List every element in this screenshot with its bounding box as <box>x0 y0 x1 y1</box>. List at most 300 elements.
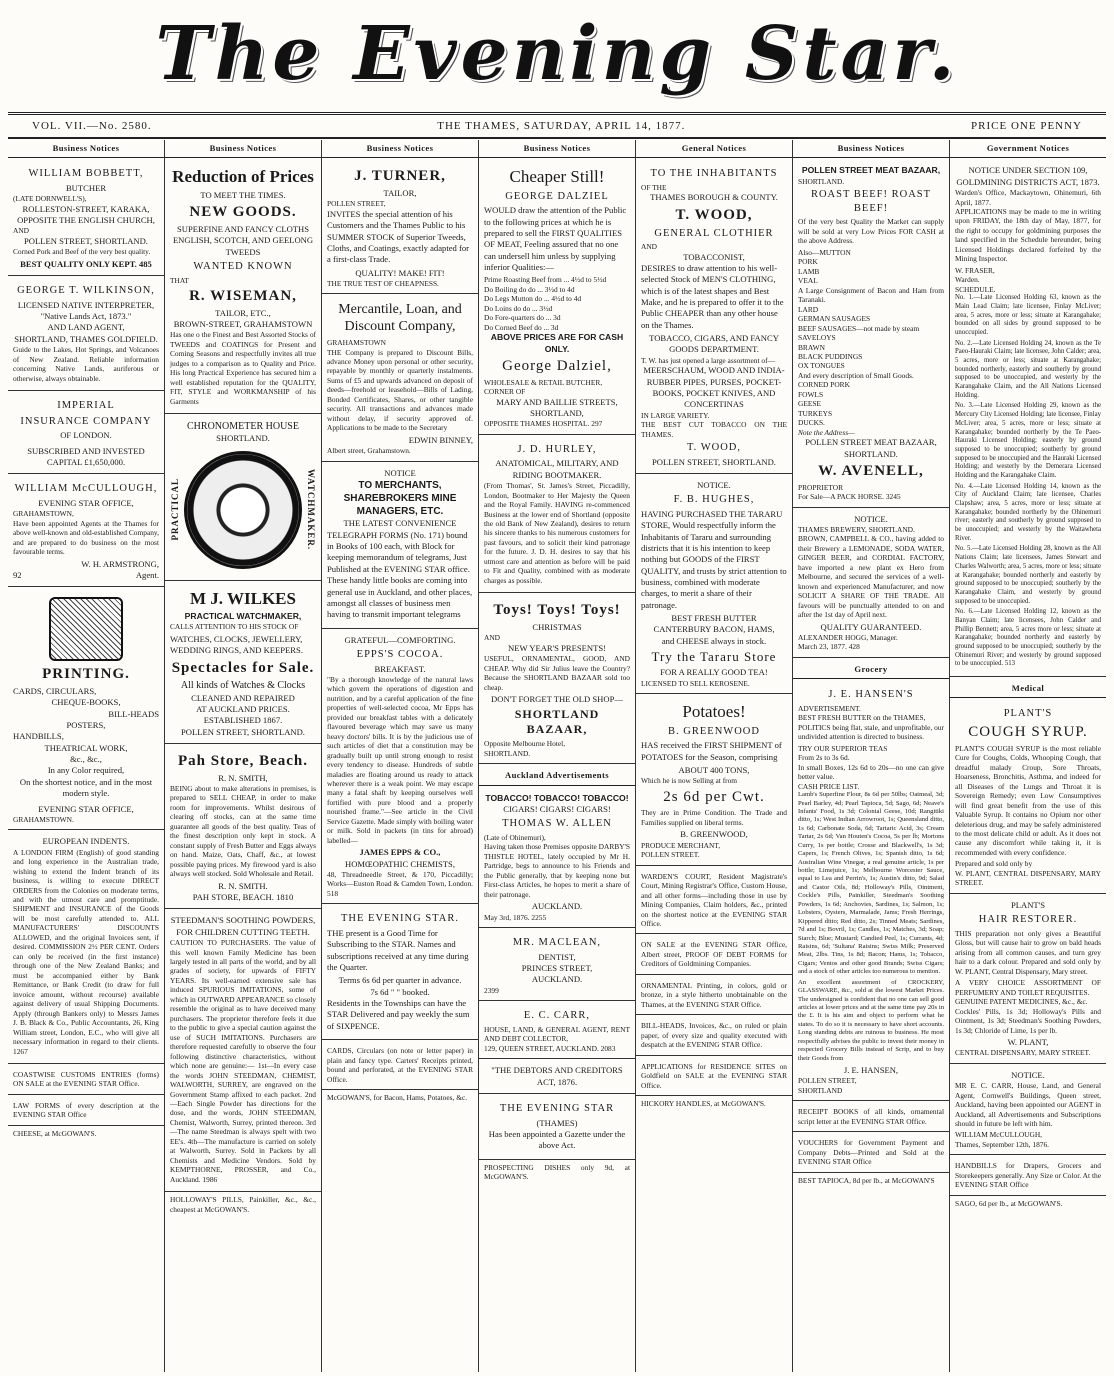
ad-motto: THE TRUE TEST OF CHEAPNESS. <box>327 278 439 288</box>
ad-name: J. E. HANSEN'S <box>828 689 914 701</box>
ad-thames-brewery <box>793 511 949 658</box>
ad-line: LICENSED TO SELL KEROSENE. <box>641 678 750 688</box>
ad-title: COUGH SYRUP. <box>968 724 1088 741</box>
ad-gazette <box>479 1097 635 1160</box>
crest-illustration <box>49 597 123 661</box>
ad-vouchers: VOUCHERS for Government Payment and Company Debts—Printed and Sold at the EVENING STAR Office <box>793 1135 949 1172</box>
ad-line: ESTABLISHED 1867. <box>203 715 283 726</box>
ad-vertical-text: WATCHMAKER. <box>306 469 316 551</box>
ad-signature: B. GREENWOOD, <box>680 829 748 840</box>
ad-sago: SAGO, 6d per lb., at McGOWAN'S. <box>955 1198 1063 1208</box>
column-6 <box>793 140 950 1372</box>
ad-line: CLEANED AND REPAIRED <box>191 692 295 703</box>
ad-title: EPPS'S COCOA. <box>356 648 444 660</box>
ad-onsale: ON SALE at the EVENING STAR Office, Albert street, PROOF OF DEBT FORMS for Creditors of Goldmining Companies. <box>636 937 792 974</box>
ad-name: B. GREENWOOD <box>668 725 760 737</box>
ad-title: Mercantile, Loan, and Discount Company, <box>338 302 462 335</box>
ad-hair-restorer <box>950 897 1106 1064</box>
ad-line: TO THE INHABITANTS <box>650 168 778 180</box>
ad-name: SHORTLAND BAZAAR, <box>514 707 600 737</box>
ad-line: CORNER OF <box>484 387 526 397</box>
ad-address: SHORTLAND. <box>484 748 531 758</box>
ad-title: Spectacles for Sale. <box>171 659 315 676</box>
ad-signature: ALEXANDER HOGG, Manager. <box>798 632 898 642</box>
ad-line: In small Boxes, 12s 6d to 20s—no one can give better value. <box>798 762 944 782</box>
goods-item: FOWLS <box>798 389 824 399</box>
ad-debtors-act <box>479 1062 635 1094</box>
ad-line: LICENSED NATIVE INTERPRETER, <box>17 299 155 310</box>
ad-name: WILLIAM McCULLOUGH, <box>14 483 158 495</box>
ad-line: GENUINE PATENT MEDICINES, &c., &c. <box>955 997 1088 1007</box>
ad-line: SHORTLAND, THAMES GOLDFIELD. <box>14 333 158 344</box>
ad-badge: QUALITY! <box>355 267 397 278</box>
ad-body: THE present is a Good Time for Subscribing to the STAR. Names and subscriptions received at any time during the Quarter. <box>327 928 469 973</box>
goods-item: CORNED PORK <box>798 380 850 390</box>
ad-body: BEING about to make alterations in premises, is prepared to SELL CHEAP, in order to make room for improvements. Whilst desirous of clearing off stocks, can at the same time guarantee all goods of the best quality. Teas of the finest description only kept in stock. A constant supply of Fresh Butter and Eggs always on hand. Maize, Oats, Chaff, &c., at lowest possible paying prices. My firewood yard is also always well stocked. Sold Wholesale and Retail. <box>170 783 316 879</box>
ad-body: Have been appointed Agents at the Thames for above well-known and old-established Company, and are prepared to do business on the most favourable terms. <box>13 518 159 557</box>
price-row: Do Corned Beef do ... 3d <box>484 322 559 332</box>
goods-item: GERMAN SAUSAGES <box>798 314 871 324</box>
ad-maclean <box>479 931 635 1001</box>
ad-body: And every description of Small Goods. <box>798 370 914 380</box>
ad-title: Potatoes! <box>682 702 746 722</box>
ad-applications: APPLICATIONS for RESIDENCE SITES on Goldfield on SALE at the EVENING STAR Office. <box>636 1059 792 1096</box>
ad-chronometer-house <box>165 417 321 581</box>
ad-body: (From Thomas', St. James's Street, Piccadilly, London, Bootmaker to Her Majesty the Queen and the Royal Family. HAVING re-commenced Business at the lower end of Shortland (opposite the old Bank of New Zealand), desires to return his sincere thanks to his numerous customers for past favours, and to solicit their kind patronage for the future. J. D. H. desires to say that his utmost care and attention as before will be paid to Fit and Quality, combined with as moderate charges as possible. <box>484 481 630 585</box>
ad-line: For Sale—A PACK HORSE. 3245 <box>798 492 901 502</box>
ad-title: NOTICE. <box>1011 1069 1045 1080</box>
ad-body: Residents in the Townships can have the STAR Delivered and pay weekly the sum of SIXPENCE. <box>327 998 470 1031</box>
ad-body: WOULD draw the attention of the Public to the following prices at which he is prepared to sell the FIRST QUALITIES OF MEAT, Feeling assured that no one can undersell him unless by supplying inferior Qualities:— <box>484 205 627 273</box>
ad-line: NEW YEAR'S PRESENTS! <box>508 642 606 653</box>
ad-cheese: CHEESE, at McGOWAN'S. <box>13 1128 97 1138</box>
ad-signature: W. PLANT, <box>1007 1036 1049 1047</box>
ad-body: CAUTION TO PURCHASERS. The value of this well known Family Medicine has been largely tested in all parts of the world, and by all grades of society, for upwards of FIFTY YEARS. Its well-earned extensive sale has induced SPURIOUS IMITATIONS, some of which in OUTWARD APPEARANCE so closely resemble the original as to have deceived many purchasers. The proprietor therefore feels it due to the public to give a special caution against the use of SUCH IMITATIONS. Purchasers are therefore requested carefully to observe the four following distinctive characteristics, without which none are genuine:— 1st—In every case the words JOHN STEEDMAN, CHEMIST, WALWORTH, SURREY, are engraved on the Government Stamp affixed to each packet. 2nd—Each Single Powder has directions for the dose, and the words, JOHN STEEDMAN, Chemist, Walworth, Surrey, printed thereon. 3rd—The name Steedman is always spelt with two EE's. 4th—The manufacture is carried on solely at Walworth, Surrey. Sold in Packets by all Chemists and Medicine Vendors. Sold by KEMPTHORNE, PROSSER, and Co., Auckland. 1986 <box>170 938 316 1184</box>
ad-line: All kinds of Watches & Clocks <box>180 680 306 692</box>
ad-badge: MAKE! <box>398 267 427 278</box>
ad-line: CARDS, CIRCULARS, <box>13 686 97 697</box>
column-7 <box>950 140 1106 1372</box>
ad-title: NOTICE. <box>697 479 731 490</box>
ad-title: NOTICE. <box>854 513 888 524</box>
ad-body: WATCHES, CLOCKS, JEWELLERY, WEDDING RINGS, AND KEEPERS. <box>170 633 303 656</box>
ad-sub: (LATE DORNWELL'S), <box>13 194 87 204</box>
ad-line: CHEQUE-BOOKS, <box>51 697 121 708</box>
ad-line: SHORTLAND. <box>216 433 270 444</box>
goods-item: PORK <box>798 257 818 267</box>
ad-address: CENTRAL DISPENSARY, MARY STREET. <box>955 1048 1091 1058</box>
ad-address: SHORTLAND, <box>530 407 584 418</box>
ad-handbills: HANDBILLS for Drapers, Grocers and Storekeepers generally. Any Size or Color. At the EVENING STAR Office <box>950 1158 1106 1195</box>
ad-line: Terms 6s 6d per quarter in advance. <box>338 975 462 986</box>
ad-line: GRAHAMSTOWN <box>327 338 386 348</box>
ad-line: AND <box>484 633 501 643</box>
ad-body: PLANT'S COUGH SYRUP is the most reliable Cure for Coughs, Colds, Whooping Cough, that dreadful malady Croup, Sore Throats, Hoarseness, Bronchitis, Asthma, and indeed for all Diseases of the Lungs and Throat it is Sovereign Remedy; even Low Consumptives will find great benefit from the use of this Valuable Syrup. It contains no Opium nor other deleterious drug, and may be safely administered to the most delicate child or adult. As it does not cause any discomfort while taking it, it is recommended with every confidence. <box>955 743 1101 857</box>
newspaper-title: The Evening Star. <box>155 11 959 97</box>
ad-bobbett <box>8 162 164 276</box>
ad-number: 2399 <box>484 985 499 995</box>
masthead <box>0 0 1114 110</box>
ad-trade: WHOLESALE & RETAIL BUTCHER, <box>484 377 603 387</box>
ad-line: EVENING STAR OFFICE, <box>38 497 134 508</box>
ad-body: A LONDON FIRM (English) of good standing and long experience in the Australian trade, wishing to extend the Indent branch of its business, is willing to execute DIRECT ORDERS from the Colonies on moderate terms, and with the utmost care and promptitude. SHIPMENT and INSURANCE of the Goods will be most carefully attended to. ALL MANUFACTURERS' DISCOUNTS ALLOWED, and the original Invoices sent, if desired. COMMISSION 2½ PER CENT. Orders can only be received (in the first instance) through one of the New Zealand Banks; and must be accompanied either by Bank Remittance, or Bank Credit (to draw for full invoice amount, without recourse) available against delivery of usual Shipping Documents. Apply (through Bankers only) to Messrs James J. B. Black & Co., Public Accountants, 26, King William street, London, E.C., who will give all necessary information in regard to their clients. 1267 <box>13 847 159 1056</box>
ad-signature: W. H. ARMSTRONG, <box>81 558 159 569</box>
ad-line: BREAKFAST. <box>374 663 426 674</box>
ad-signature: T. WOOD, <box>687 442 741 453</box>
ad-title: PRINTING. <box>42 666 130 683</box>
ad-name: JAMES EPPS & CO., <box>359 847 441 858</box>
section-heading: Grocery <box>793 661 949 679</box>
ad-body: A Large Consignment of Bacon and Ham from Taranaki. <box>798 285 944 305</box>
ad-title: Cheaper Still! <box>509 167 605 187</box>
ad-warden: WARDEN'S COURT, Resident Magistrate's Court, Mining Registrar's Office, Custom House, and all other forms—including those in use by Mining Companies, Claim holders, &c., printed on the shortest notice at the EVENING STAR Office. <box>636 869 792 935</box>
ad-name: E. C. CARR, <box>523 1010 591 1022</box>
ad-body: Has one o the Finest and Best Assorted Stocks of TWEEDS and COATINGS for Present and Coming Seasons and respectfully invites all true judges to a comparison as to Quality and Price. His long Practical Experience has secured him a well established reputation for the QUALITY, FIT, STYLE and WORKMANSHIP of his Garments <box>170 330 316 406</box>
ad-line: CASH PRICE LIST. <box>798 781 860 791</box>
ad-line: CHRISTMAS <box>532 622 582 633</box>
ad-line: On the shortest notice, and in the most <box>19 776 153 787</box>
ad-cough-syrup <box>950 702 1106 893</box>
ad-name: R. N. SMITH, <box>218 772 268 783</box>
section-heading: Business Notices <box>793 140 949 158</box>
ad-address: Albert street, Grahamstown. <box>327 446 411 456</box>
clock-icon <box>184 451 302 569</box>
ad-body: Corned Pork and Beef of the very best quality. <box>13 247 151 257</box>
goods-item: BEEF SAUSAGES—not made by steam <box>798 323 920 333</box>
ad-trade: TOBACCONIST, <box>683 251 745 262</box>
ad-line: THE LATEST CONVENIENCE <box>343 518 457 529</box>
ad-body: "By a thorough knowledge of the natural laws which govern the operations of digestion and nutrition, and by a careful application of the fine properties of well-selected cocoa, Mr Epps has provided our breakfast tables with a delicately flavoured beverage which may save us many heavy doctors' bills. It is by the judicious use of such articles of diet that a constitution may be gradually built up until strong enough to resist every tendency to disease. Hundreds of subtle maladies are floating around us ready to attack wherever there is a weak point. We may escape many a fatal shaft by keeping ourselves well fortified with pure blood and a properly nourished frame."—See article in the Civil Service Gazette. Made simply with boiling water or milk. Sold in packets (in tins for abroad) labelled— <box>327 674 473 845</box>
ad-role: Warden. <box>955 275 980 285</box>
ad-address: POLLEN STREET, <box>798 1076 857 1086</box>
ad-allen-tobacco <box>479 790 635 928</box>
ad-address: AUCKLAND. <box>531 901 583 912</box>
ad-body: An excellent assortment of CROCKERY, GLASSWARE, &c., sold at the lowest Market Prices. The undersigned is confident that no one can sell good articles at lower prices and at the same time pay 20s in the £. It is his aim and object to perform what he states. To do so it is necessary to have short accounts. Long standing debts are ruinous to business. He most respectfully advises the public to invest their money in respected Grocery Bills instead of Scrip, and to buy their Goods from <box>798 978 944 1062</box>
goods-item: SAVELOYS <box>798 333 836 343</box>
ad-title: HAIR RESTORER. <box>978 914 1078 926</box>
ad-title: "THE DEBTORS AND CREDITORS <box>491 1065 623 1076</box>
ad-line: POLLEN STREET, SHORTLAND. <box>181 726 305 737</box>
ad-line: OF LONDON. <box>60 430 112 441</box>
ad-body: MR E. C. CARR, House, Land, and General Agent, Cornwell's Buildings, Queen street, Auckland, having been appointed our AGENT in Auckland, all Advertisements and Subscriptions should in future be left with him. <box>955 1081 1101 1128</box>
ad-vertical-text: PRACTICAL <box>170 478 180 541</box>
ad-turner <box>322 162 478 294</box>
ad-line: A VERY CHOICE ASSORTMENT OF PERFUMERY AND TOILET REQUISITES. <box>955 978 1101 997</box>
ad-evening-star <box>322 907 478 1040</box>
ad-line: TO MEET THE TIMES. <box>200 189 286 200</box>
ad-wilkinson <box>8 279 164 391</box>
ad-mercantile <box>322 297 478 461</box>
ad-role: PROPRIETOR <box>798 482 844 492</box>
ad-body: HAS received the FIRST SHIPMENT of POTATOES for the Season, comprising <box>641 740 782 762</box>
ad-hughes <box>636 477 792 694</box>
ad-line: GRAHAMSTOWN. <box>13 814 74 824</box>
ad-wilkes <box>165 584 321 744</box>
ad-address: 129, QUEEN STREET, AUCKLAND. 2083 <box>484 1043 616 1053</box>
ad-imperial-insurance <box>8 394 164 474</box>
column-3 <box>322 140 479 1372</box>
ad-title: NEW GOODS. <box>189 204 297 221</box>
ad-name: W. AVENELL, <box>818 462 924 479</box>
ad-line: In any Color required, <box>47 765 125 776</box>
ad-tagline: BEST QUALITY ONLY KEPT. 485 <box>20 258 152 269</box>
ad-line: ROAST BEEF! ROAST BEEF! <box>810 189 932 214</box>
ad-title: Toys! Toys! Toys! <box>493 602 621 619</box>
ad-line: THAMES BREWERY, SHORTLAND. <box>798 524 915 534</box>
ad-receipt-books: RECEIPT BOOKS of all kinds, ornamental script letter at the EVENING STAR Office. <box>793 1104 949 1132</box>
ad-name: J. TURNER, <box>354 168 446 185</box>
ad-goldmining-notice <box>950 162 1106 677</box>
ad-badge: FIT! <box>428 267 445 278</box>
ad-line: DON'T FORGET THE OLD SHOP— <box>491 694 623 705</box>
dateline <box>8 112 1106 139</box>
ad-body: BROWN, CAMPBELL & CO., having added to their Brewery a LEMONADE, SODA WATER, GINGER BEER, and CORDIAL FACTORY, have imported a new plant ex Hero from Melbourne, and secured the services of a well-known and experienced Manufacturer, and now SOLICIT A SHARE OF THE TRADE. All favours will be punctually attended to on and after the 1st day of April next. <box>798 534 944 620</box>
ad-title: THE EVENING STAR <box>499 1102 615 1114</box>
ad-body: Guide to the Lakes, Hot Springs, and Volcanoes of New Zealand. Reliable information concerning Native Lands, auriferous or otherwise, always obtainable. <box>13 345 159 383</box>
ad-line: modern style. <box>62 788 110 799</box>
ad-address: BROWN-STREET, GRAHAMSTOWN <box>173 319 313 330</box>
ad-signature: W. FRASER, <box>955 265 995 275</box>
ad-line: Which he is now Selling at from <box>641 776 738 786</box>
ad-line: AND <box>641 242 658 252</box>
ad-ornamental: ORNAMENTAL Printing, in colors, gold or bronze, in a style hitherto unobtainable on the Thames, at the EVENING STAR Office. <box>636 978 792 1015</box>
ad-address: SHORTLAND. <box>798 176 845 186</box>
ad-hansen <box>793 683 949 1101</box>
ad-line: TOBACCO, CIGARS, AND FANCY GOODS DEPARTMENT. <box>649 333 779 355</box>
ad-name: M J. WILKES <box>190 588 296 608</box>
ad-trade: TAILOR, <box>383 188 417 199</box>
ad-address: POLLEN STREET, <box>327 199 386 209</box>
ad-name: GEORGE DALZIEL <box>505 190 609 202</box>
ad-signature: R. N. SMITH. <box>218 880 268 891</box>
ad-line: OF THE <box>641 182 667 192</box>
ad-epps-cocoa <box>322 632 478 905</box>
ad-body: APPLICATIONS may be made to me in writing upon FRIDAY, the 18th day of May, 1877, for the right to occupy for goldmining purposes the land specified in the Schedule hereunder, being Licensed Holdings declared forfeited by the Mining Inspector. <box>955 206 1101 264</box>
ad-name: J. D. HURLEY, <box>517 443 597 455</box>
ad-title: Reduction of Prices <box>172 167 314 187</box>
ad-line: &c., &c., <box>70 754 102 765</box>
price-row: Do Loins do do ... 3½d <box>484 303 553 313</box>
goods-item: OX TONGUES <box>798 361 845 371</box>
ad-signature: J. E. HANSEN, <box>843 1065 899 1076</box>
ad-line: GRATEFUL—COMFORTING. <box>344 634 456 645</box>
issue-date: THE THAMES, SATURDAY, APRIL 14, 1877. <box>437 120 686 132</box>
ad-body: HOUSE, LAND, & GENERAL AGENT, RENT AND DEBT COLLECTOR, <box>484 1024 630 1044</box>
ad-trade: ANATOMICAL, MILITARY, AND RIDING BOOTMAKER. <box>495 458 619 480</box>
goods-item: VEAL <box>798 276 818 286</box>
ad-line: Note the Address— <box>798 427 855 437</box>
ad-title: PLANT'S <box>1010 899 1046 910</box>
ad-line: THE BEST CUT TOBACCO ON THE THAMES. <box>641 420 787 439</box>
ad-address: Opposite Melbourne Hotel, <box>484 739 566 749</box>
ad-line: SUBSCRIBED AND INVESTED <box>27 445 145 456</box>
ad-name: MR. MACLEAN, <box>512 937 602 949</box>
ad-meat-bazaar <box>793 162 949 507</box>
ad-line: (Late of Ohinemuri), <box>484 833 546 842</box>
column-4 <box>479 140 636 1372</box>
ad-line: CAPITAL £1,650,000. <box>46 456 126 467</box>
ad-toys <box>479 596 635 764</box>
ad-number: 92 <box>13 569 22 580</box>
ad-title: Try the Tararu Store <box>651 649 777 665</box>
column-1 <box>8 140 165 1372</box>
ad-body: Cockles' Pills, 1s 3d; Holloway's Pills and Ointment, 1s 3d; Steedman's Soothing Powders, 1s 3d; Chloride of Lime, 1s per lb. <box>955 1006 1101 1035</box>
ad-line: ADVERTISEMENT. <box>798 703 861 713</box>
ad-line: From 2s to 3s 6d. <box>798 753 850 763</box>
ad-mcgowan: McGOWAN'S, for Bacon, Hams, Potatoes, &c. <box>327 1093 468 1102</box>
ad-signature: WILLIAM McCULLOUGH, <box>955 1130 1043 1140</box>
ad-trade: TAILOR, ETC., <box>215 307 271 318</box>
ad-pah-store <box>165 747 321 909</box>
ad-title: TO MERCHANTS, SHAREBROKERS MINE MANAGERS, ETC. <box>343 479 457 518</box>
goods-item: DUCKS. <box>798 418 825 428</box>
ad-line: "Native Lands Act, 1873." <box>40 311 132 322</box>
ad-conjunction: AND <box>13 226 30 236</box>
column-5 <box>636 140 793 1372</box>
schedule-item: No. 2.—Late Licensed Holding 24, known as the Te Paeo-Hauraki Claim; late licensee, John Calder; area, 5 acres, more or less; situate at Karangahake; bounded northerly, easterly and southerly by ground supposed to be unoccupied, and westerly by the Karangahake Claim, and the All Nations Licensed Holding. <box>955 339 1101 399</box>
section-heading: Auckland Advertisements <box>479 767 635 785</box>
ad-greenwood <box>636 697 792 866</box>
ad-body: TELEGRAPH FORMS (No. 171) bound in Books of 100 each, with Block for keeping memorandum of telegrams, Just Published at the EVENING STAR office. These handy little books are coming into general use in Auckland, and other places, amongst all classes of business men having to transmit important telegrams <box>327 529 473 620</box>
ad-title: POLLEN STREET MEAT BAZAAR, <box>801 165 941 176</box>
ad-address: MARY AND BAILLIE STREETS, <box>496 396 618 407</box>
schedule-item: No. 5.—Late Licensed Holding 28, known as the All Nations Claim; late licensees, James Stewart and Charles Walworth; area, 5 acres, more or less; situate at Karangahake; bounded northerly and easterly by ground supposed to be unoccupied; southerly by the Karangahake Claim, and westerly by ground supposed to be unoccupied. <box>955 545 1101 605</box>
ad-address: AUCKLAND. <box>531 974 583 985</box>
ad-name: George Dalziel, <box>502 357 612 374</box>
ad-body: DESIRES to draw attention to his well-selected Stock of MEN'S CLOTHING, which is of the latest shapes and Best Make, and he is prepared to offer it to the Public CHEAPER than any other house on the Thames. <box>641 263 784 330</box>
goods-item: Also—MUTTON <box>798 247 851 257</box>
ad-role: Agent. <box>135 569 159 580</box>
ad-title: STEEDMAN'S SOOTHING POWDERS, FOR CHILDREN CUTTING TEETH. <box>170 915 316 937</box>
section-heading: Business Notices <box>479 140 635 158</box>
schedule-item: No. 3.—Late Licensed Holding 29, known as the Mercury City Licensed Holding; late licensee, Finlay McLiver; area, 5 acres, more or less; situate at Karangahake; bounded northerly by the Te Paeo-Hauraki Licensed Holding; easterly by ground supposed to be unoccupied; southerly by ground supposed to be unoccupied and the Hauraki Licensed Holding; and westerly by the Demerara Licensed Holding and the Karangahake Claim. <box>955 402 1101 479</box>
ad-name: R. WISEMAN, <box>189 287 297 304</box>
ad-european-indents <box>8 833 164 1064</box>
ad-address: PAH STORE, BEACH. 1810 <box>192 892 294 903</box>
ad-line: CIGARS! CIGARS! CIGARS! <box>503 804 611 815</box>
ad-line: EVENING STAR OFFICE, <box>38 803 134 814</box>
schedule-item: No. 1.—Late Licensed Holding 63, known as the Main Lead Claim; late licensee, Finlay McLiver; area, 5 acres, more or less; situate at Karangahake; bounded on all sides by ground supposed to be unoccupied. <box>955 294 1101 336</box>
ad-title: NOTICE <box>384 467 416 478</box>
section-heading: General Notices <box>636 140 792 158</box>
ad-steedman <box>165 912 321 1192</box>
goods-item: LAMB <box>798 266 820 276</box>
ad-line: GRAHAMSTOWN, <box>13 509 74 519</box>
ad-trade: BUTCHER <box>65 182 107 193</box>
ad-line: BEST FRESH BUTTER <box>671 613 757 624</box>
ad-date: May 3rd, 1876. 2255 <box>484 912 547 922</box>
ad-title: THE EVENING STAR. <box>341 913 459 925</box>
ad-telegraph-notice <box>322 465 478 629</box>
ad-address: OPPOSITE THE ENGLISH CHURCH, <box>17 215 155 226</box>
ad-name: THOMAS W. ALLEN <box>502 818 612 830</box>
ad-line: ABOUT 400 TONS, <box>678 764 750 775</box>
ad-address: POLLEN STREET MEAT BAZAAR, SHORTLAND. <box>805 437 937 459</box>
ad-title: NOTICE UNDER SECTION 109, GOLDMINING DISTRICTS ACT, 1873. <box>956 165 1100 187</box>
ad-trade: GENERAL CLOTHIER <box>654 227 774 239</box>
goods-item: GEESE <box>798 399 821 409</box>
ad-line: IN LARGE VARIETY. <box>641 410 710 420</box>
ad-name: T. WOOD, <box>675 206 753 223</box>
ad-name: GEORGE T. WILKINSON, <box>17 285 155 297</box>
section-heading: Medical <box>950 680 1106 698</box>
columns <box>8 140 1106 1372</box>
ad-carr <box>479 1004 635 1059</box>
ad-body: Having taken those Premises opposite DARBY'S THISTLE HOTEL, lately occupied by Mr H. Partridge, begs to announce to his Friends and the Public generally, that by keeping none but First-class Articles, he hopes to merit a share of their patronage. <box>484 842 630 899</box>
price-row: Do Boiling do do ... 3½d to 4d <box>484 284 575 294</box>
ad-hurley <box>479 438 635 593</box>
ad-wiseman <box>165 162 321 414</box>
ad-signature: EDWIN BINNEY, <box>408 434 473 445</box>
ad-trade: PRACTICAL WATCHMAKER, <box>184 611 302 622</box>
schedule-item: No. 4.—Late Licensed Holding 14, known as the City of Auckland Claim; late licensee, Charles Clapshaw; area, 5 acres, more or less; situate at Karangahake; bounded northerly by the Ohinemuri river; easterly and southerly by ground supposed to be unoccupied; and westerly by the Waitawheta River. <box>955 482 1101 542</box>
price-row: Prime Roasting Beef from ... 4½d to 5½d <box>484 275 607 285</box>
price-row: Do Fore-quarters do ... 3d <box>484 313 561 323</box>
ad-trade: DENTIST, <box>538 951 576 962</box>
price-row: Do Legs Mutton do ... 4½d to 4d <box>484 294 582 304</box>
ad-address: POLLEN STREET. <box>641 850 700 860</box>
ad-line: AT AUCKLAND PRICES. <box>196 703 290 714</box>
ad-printing <box>8 590 164 830</box>
ad-body: They are in Prime Condition. The Trade and Families supplied on liberal terms. <box>641 808 787 827</box>
ad-line: THEATRICAL WORK, <box>44 742 128 753</box>
ad-title: Pah Store, Beach. <box>177 752 309 769</box>
ad-dalziel <box>479 162 635 434</box>
ad-notice: ABOVE PRICES ARE FOR CASH ONLY. <box>490 332 624 354</box>
ad-name: WILLIAM BOBBETT, <box>28 168 144 180</box>
ad-address: SHORTLAND <box>798 1085 843 1095</box>
ad-title: PLANT'S <box>1003 708 1053 720</box>
ad-tapioca: BEST TAPIOCA, 8d per lb., at McGOWAN'S <box>798 1175 935 1185</box>
ad-line: POSTERS, <box>66 720 106 731</box>
goods-item: BRAWN <box>798 342 825 352</box>
ad-address: PRINCES STREET, <box>521 963 593 974</box>
ad-line: HOMŒOPATHIC CHEMISTS, <box>345 858 455 869</box>
ad-line: Warden's Office, Mackaytown, Ohinemuri, 6th April, 1877. <box>955 188 1101 207</box>
ad-line: and CHEESE always in stock. <box>661 635 767 646</box>
schedule-item: No. 6.—Late Licensed Holding 12, known as the Banyan Claim; late licensees, John Calder and Phillip Bennett; area, 5 acres more or less; situate at Karangahake; bounded northerly and easterly by ground supposed to be unoccupied; southerly by the Ohinemuri River; and westerly by ground supposed to be unoccupied. 513 <box>955 608 1101 668</box>
ad-billheads: BILL-HEADS, Invoices, &c., on ruled or plain paper, of every size and quality executed with despatch at the EVENING STAR Office. <box>636 1018 792 1055</box>
column-2 <box>165 140 322 1372</box>
ad-line: THAMES BOROUGH & COUNTY. <box>650 192 778 203</box>
ad-line: (THAMES) <box>536 1117 578 1128</box>
ad-line: AND LAND AGENT, <box>47 322 125 333</box>
ad-body: HAVING PURCHASED THE TARARU STORE, Would respectfully inform the Inhabitants of Tararu and surrounding districts that it is his intention to keep nothing but GOODS of the FIRST QUALITY, and trusts by strict attention to business, combined with moderate charges, to merit a share of their patronage. <box>641 508 787 610</box>
ad-line: 7s 6d " " booked. <box>370 986 430 997</box>
price-list: Lamb's Superfine Flour, 8s 6d per 50lbs; Oatmeal, 3d; Pearl Barley, 4d; Pearl Tapioca, 5d; Sago, 6d; Neave's Infants' Food, 1s 3d; Colonial Geese, 10d; Rangitiki ditto, 1s; West Indian Arrowroot, 1s; Queensland ditto, 1s 6d; Carbonate Soda, 6d; Tartaric Acid, 3s; Cream Tartar, 2s 6d; Van Houten's Cocoa, 5s per lb; Mortons Curry, 1s per bottle; Crosse and Blackwell's, 1s 3d; Capers, 1s; French Olives, 1s; Spanish ditto, 1s 6d; Australian Wine Vinegar, a real genuine article, 1s per bottle; Limejuice, 1s; Melbourne Worcester Sauce, equal to Lea and Perrin's, 1s; Austin's ditto, 9d; Salad and Castor Oils, 8d; Holloway's Pills, Ointment, Cockle's Pills, Painkiller, Steedman's Soothing Powders, 1s 6d; Anchovies, Sardines, 1s; Salmon, 1s; Lobsters, Oysters, Marmalade, Jams; Fresh Herrings, Kippered ditto; Red ditto, 2s; Tinned Meats; Sardines, 7d and 1s; Bovril, 1s; Candles, 1s; Matches, 3d; Soap; Starch; Blue; Mustard; Candied Peel, 1s; Currants, 4d; Raisins, 6d; 'Sultana' Raisins; Swiss Milk; Preserved Meat, 2lbs. Tins, 1s 8d; Bacon; Hams, 1s; Tobacco, Cigars; Ventos and other good Brands; Swiss Cigars; and a stock of other articles too numerous to mention. <box>798 791 944 976</box>
ad-title: EUROPEAN INDENTS. <box>42 836 130 847</box>
ad-line: FOR A REALLY GOOD TEA! <box>660 667 768 678</box>
ad-line: TRY OUR SUPERIOR TEAS <box>798 743 888 753</box>
ad-trade: PRODUCE MERCHANT, <box>641 840 721 850</box>
ad-address: 48, Threadneedle Street, & 170, Piccadilly; Works—Euston Road & Camden Town, London. 518 <box>327 869 473 898</box>
ad-body: POLITICS being flat, stale, and unprofitable, our undivided attention is directed to business. <box>798 722 944 742</box>
ad-address: POLLEN STREET, SHORTLAND. <box>24 235 148 246</box>
ad-line: HANDBILLS, <box>13 731 64 742</box>
ad-cards: CARDS, Circulars (on note or letter paper) in plain and fancy type. Carters' Receipts printed, bound and perforated, at the EVENING STAR Office. <box>322 1043 478 1090</box>
ad-body: THIS preparation not only gives a Beautiful Gloss, but will cause hair to grow on bald heads arising from all common causes, and turn grey hair to a dark colour. Prepared and sold only by W. PLANT, Central Dispensary, Mary street. <box>955 928 1101 976</box>
ad-line: MEERSCHAUM, WOOD AND INDIA-RUBBER PIPES, PURSES, POCKET-BOOKS, POCKET KNIVES, AND CONCERTINAS <box>643 365 785 410</box>
ad-address: OPPOSITE THAMES HOSPITAL. 297 <box>484 419 603 429</box>
ad-date: Thames, September 12th, 1876. <box>955 1139 1050 1149</box>
ad-prospecting: PROSPECTING DISHES only 9d, at McGOWAN'S. <box>484 1162 630 1182</box>
ad-line: SCHEDULE. <box>955 284 996 294</box>
ad-line: WANTED KNOWN <box>193 260 293 272</box>
price: PRICE ONE PENNY <box>971 120 1082 132</box>
ad-line: BEST FRESH BUTTER on the THAMES, <box>798 713 926 723</box>
section-heading: Business Notices <box>8 140 164 158</box>
ad-hickory: HICKORY HANDLES, at McGOWAN'S. <box>641 1099 766 1109</box>
